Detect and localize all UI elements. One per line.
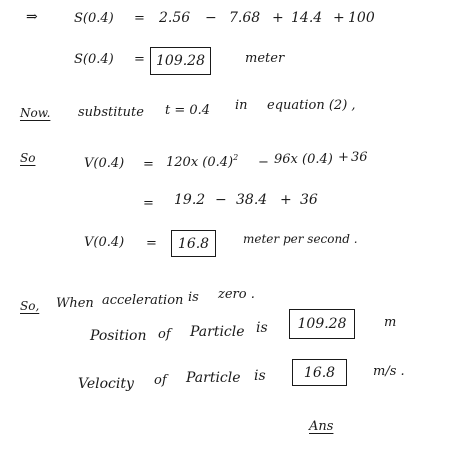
is-label: is (256, 320, 268, 336)
of-label: of (154, 373, 167, 388)
equals-sign: = (143, 157, 154, 172)
minus-sign: − (215, 192, 227, 208)
particle-label: Particle (190, 324, 245, 340)
zero-label: zero . (218, 287, 255, 302)
boxed-final-position: 109.28 (289, 309, 355, 339)
acceleration-label: acceleration (102, 293, 184, 308)
implies-arrow: ⇒ (26, 9, 38, 25)
minus-sign: − (205, 10, 217, 26)
v-at-0.4-label: V(0.4) (84, 235, 125, 250)
answer-label: Ans (309, 419, 334, 434)
term-96x: 96x (0.4) (274, 152, 333, 167)
substitute-label: substitute (78, 105, 144, 120)
minus-sign: − (258, 155, 269, 170)
term-120x: 120x $(0.4)^2$ (166, 153, 239, 170)
s-at-0.4-label: S(0.4) (74, 11, 114, 26)
s-at-0.4-label: S(0.4) (74, 52, 114, 67)
is-label: is (188, 290, 199, 305)
is-label: is (254, 368, 266, 384)
term-14.4: 14.4 (291, 10, 323, 26)
t-value: t = 0.4 (165, 103, 211, 118)
equals-sign: = (146, 236, 157, 251)
now-label: Now. (20, 106, 51, 120)
unit-meter-per-second: meter per second . (243, 232, 358, 246)
term-19.2: 19.2 (174, 192, 206, 208)
plus-sign: + (272, 10, 284, 26)
so-label: So, (20, 299, 40, 313)
velocity-label: Velocity (78, 376, 134, 392)
equals-sign: = (134, 11, 145, 26)
term-36: 36 (300, 192, 318, 208)
boxed-position-result: 109.28 (150, 47, 211, 75)
in-label: in (235, 98, 248, 113)
particle-label: Particle (186, 370, 241, 386)
unit-meter: meter (245, 51, 285, 66)
term-36: 36 (351, 150, 368, 165)
plus-sign: + (333, 10, 345, 26)
of-label: of (158, 327, 171, 342)
term-38.4: 38.4 (236, 192, 268, 208)
plus-sign: + (280, 192, 292, 208)
term-100: 100 (348, 10, 375, 26)
so-label: So (20, 151, 36, 165)
v-at-0.4-label: V(0.4) (84, 156, 125, 171)
equals-sign: = (134, 52, 145, 67)
when-label: When (56, 296, 94, 311)
equation-reference: equation (2) , (267, 98, 356, 113)
plus-sign: + (338, 150, 349, 165)
unit-m-per-s: m/s . (373, 364, 405, 379)
boxed-final-velocity: 16.8 (292, 359, 347, 386)
unit-m: m (384, 315, 397, 330)
equals-sign: = (143, 196, 154, 211)
boxed-velocity-result: 16.8 (171, 230, 216, 257)
position-label: Position (90, 328, 147, 344)
term-2.56: 2.56 (159, 10, 191, 26)
term-7.68: 7.68 (229, 10, 261, 26)
